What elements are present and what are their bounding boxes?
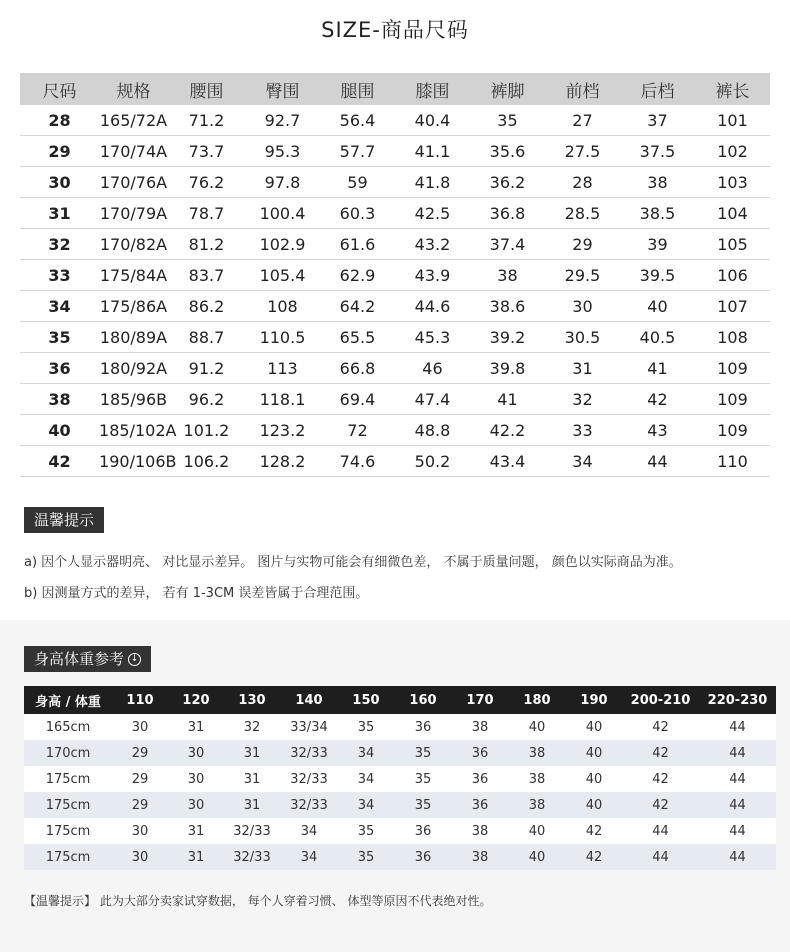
body-col-header: 180 [508, 686, 566, 714]
body-col-header: 130 [224, 686, 280, 714]
size-cell: 33 [545, 415, 620, 446]
size-cell: 88.7 [168, 322, 245, 353]
size-cell: 86.2 [168, 291, 245, 322]
body-cell: 44 [699, 740, 776, 766]
size-cell: 32 [20, 229, 99, 260]
body-cell: 44 [622, 818, 699, 844]
size-cell: 43.9 [395, 260, 470, 291]
tips-label: 温馨提示 [24, 507, 104, 533]
body-cell: 44 [699, 792, 776, 818]
body-cell: 44 [699, 818, 776, 844]
size-cell: 27 [545, 105, 620, 136]
size-col-header: 膝围 [395, 73, 470, 105]
size-col-header: 规格 [99, 73, 168, 105]
size-cell: 43 [620, 415, 695, 446]
body-cell: 30 [112, 844, 168, 870]
size-cell: 36 [20, 353, 99, 384]
size-col-header: 腰围 [168, 73, 245, 105]
body-ref-label: 身高体重参考 [34, 650, 125, 668]
size-cell: 37.5 [620, 136, 695, 167]
size-cell: 37 [620, 105, 695, 136]
size-cell: 42.5 [395, 198, 470, 229]
size-col-header: 臀围 [245, 73, 320, 105]
body-cell: 35 [394, 766, 452, 792]
body-cell: 44 [622, 844, 699, 870]
body-row [24, 740, 776, 766]
body-cell: 175cm [24, 844, 112, 870]
size-cell: 128.2 [245, 446, 320, 477]
size-cell: 44 [620, 446, 695, 477]
size-cell: 72 [320, 415, 395, 446]
size-cell: 109 [695, 415, 770, 446]
size-cell: 30 [545, 291, 620, 322]
size-cell: 123.2 [245, 415, 320, 446]
size-cell: 29 [20, 136, 99, 167]
body-cell: 29 [112, 740, 168, 766]
body-col-header: 120 [168, 686, 224, 714]
size-cell: 41.8 [395, 167, 470, 198]
size-cell: 64.2 [320, 291, 395, 322]
size-cell: 165/72A [99, 105, 168, 136]
body-row [24, 792, 776, 818]
footer-note: 【温馨提示】 此为大部分卖家试穿数据， 每个人穿着习惯、 体型等原因不代表绝对性。 [24, 894, 492, 908]
size-cell: 103 [695, 167, 770, 198]
size-row [20, 291, 770, 322]
size-cell: 40.4 [395, 105, 470, 136]
body-cell: 40 [508, 818, 566, 844]
body-cell: 35 [394, 740, 452, 766]
body-cell: 38 [452, 714, 508, 740]
size-cell: 48.8 [395, 415, 470, 446]
size-cell: 44.6 [395, 291, 470, 322]
body-cell: 29 [112, 792, 168, 818]
size-cell: 175/84A [99, 260, 168, 291]
body-ref-label-box [24, 646, 151, 672]
body-cell: 30 [168, 766, 224, 792]
size-cell: 170/82A [99, 229, 168, 260]
body-cell: 175cm [24, 792, 112, 818]
size-cell: 109 [695, 353, 770, 384]
size-cell: 45.3 [395, 322, 470, 353]
body-cell: 42 [622, 766, 699, 792]
body-col-header: 190 [566, 686, 622, 714]
size-cell: 41 [470, 384, 545, 415]
tip-a: a) 因个人显示器明亮、 对比显示差异。 图片与实物可能会有细微色差， 不属于质量问题， 颜色以实际商品为准。 [24, 555, 682, 570]
size-cell: 185/96B [99, 384, 168, 415]
body-row [24, 818, 776, 844]
size-col-header: 后档 [620, 73, 695, 105]
body-cell: 34 [338, 766, 394, 792]
body-cell: 40 [566, 766, 622, 792]
body-cell: 30 [112, 818, 168, 844]
size-row [20, 353, 770, 384]
size-cell: 62.9 [320, 260, 395, 291]
size-cell: 92.7 [245, 105, 320, 136]
size-cell: 38.6 [470, 291, 545, 322]
body-cell: 38 [508, 740, 566, 766]
size-cell: 185/102A [99, 415, 168, 446]
size-cell: 170/74A [99, 136, 168, 167]
size-cell: 34 [20, 291, 99, 322]
body-cell: 38 [452, 844, 508, 870]
size-cell: 118.1 [245, 384, 320, 415]
size-cell: 34 [545, 446, 620, 477]
body-cell: 44 [699, 766, 776, 792]
size-cell: 65.5 [320, 322, 395, 353]
body-col-header: 220-230 [699, 686, 776, 714]
size-cell: 102 [695, 136, 770, 167]
size-cell: 96.2 [168, 384, 245, 415]
size-cell: 27.5 [545, 136, 620, 167]
body-cell: 34 [280, 844, 338, 870]
body-col-header: 110 [112, 686, 168, 714]
page-title: SIZE-商品尺码 [321, 18, 469, 42]
body-ref-header [24, 686, 776, 714]
size-cell: 170/76A [99, 167, 168, 198]
body-cell: 40 [508, 714, 566, 740]
size-cell: 39.8 [470, 353, 545, 384]
size-row [20, 198, 770, 229]
body-cell: 31 [224, 740, 280, 766]
size-col-header: 裤长 [695, 73, 770, 105]
size-row [20, 260, 770, 291]
body-cell: 31 [168, 818, 224, 844]
body-row [24, 844, 776, 870]
body-ref-table [24, 686, 776, 870]
size-cell: 35 [470, 105, 545, 136]
size-cell: 38 [470, 260, 545, 291]
body-cell: 35 [338, 818, 394, 844]
body-cell: 36 [452, 792, 508, 818]
body-cell: 42 [622, 714, 699, 740]
body-cell: 170cm [24, 740, 112, 766]
body-row [24, 714, 776, 740]
size-cell: 108 [245, 291, 320, 322]
size-row [20, 229, 770, 260]
size-cell: 106 [695, 260, 770, 291]
size-row [20, 446, 770, 477]
size-cell: 32 [545, 384, 620, 415]
body-cell: 31 [168, 844, 224, 870]
body-cell: 30 [168, 740, 224, 766]
body-cell: 175cm [24, 766, 112, 792]
body-cell: 165cm [24, 714, 112, 740]
size-cell: 59 [320, 167, 395, 198]
size-table-header [20, 73, 770, 105]
body-cell: 42 [566, 818, 622, 844]
size-cell: 113 [245, 353, 320, 384]
size-cell: 41.1 [395, 136, 470, 167]
body-col-header: 140 [280, 686, 338, 714]
size-cell: 83.7 [168, 260, 245, 291]
body-cell: 32 [224, 714, 280, 740]
body-cell: 35 [394, 792, 452, 818]
size-cell: 78.7 [168, 198, 245, 229]
body-cell: 36 [452, 766, 508, 792]
size-cell: 110.5 [245, 322, 320, 353]
size-cell: 61.6 [320, 229, 395, 260]
body-cell: 30 [168, 792, 224, 818]
body-cell: 38 [452, 818, 508, 844]
size-row [20, 384, 770, 415]
size-cell: 180/92A [99, 353, 168, 384]
size-cell: 74.6 [320, 446, 395, 477]
body-cell: 35 [338, 844, 394, 870]
size-cell: 28 [545, 167, 620, 198]
body-cell: 40 [566, 792, 622, 818]
size-cell: 108 [695, 322, 770, 353]
size-cell: 29.5 [545, 260, 620, 291]
size-cell: 110 [695, 446, 770, 477]
size-col-header: 前档 [545, 73, 620, 105]
size-cell: 35.6 [470, 136, 545, 167]
body-cell: 36 [394, 714, 452, 740]
size-cell: 101.2 [168, 415, 245, 446]
size-cell: 35 [20, 322, 99, 353]
size-cell: 190/106B [99, 446, 168, 477]
size-cell: 105 [695, 229, 770, 260]
size-cell: 28 [20, 105, 99, 136]
size-cell: 30 [20, 167, 99, 198]
body-cell: 40 [508, 844, 566, 870]
body-col-header: 170 [452, 686, 508, 714]
size-row [20, 167, 770, 198]
body-cell: 34 [280, 818, 338, 844]
size-cell: 36.2 [470, 167, 545, 198]
size-cell: 46 [395, 353, 470, 384]
body-reference-section [0, 620, 790, 952]
size-cell: 97.8 [245, 167, 320, 198]
size-cell: 30.5 [545, 322, 620, 353]
body-cell: 32/33 [224, 844, 280, 870]
circle-arrow-down-icon: ↓ [128, 653, 141, 666]
size-cell: 40 [620, 291, 695, 322]
size-cell: 95.3 [245, 136, 320, 167]
size-cell: 101 [695, 105, 770, 136]
size-cell: 40 [20, 415, 99, 446]
size-cell: 71.2 [168, 105, 245, 136]
size-cell: 105.4 [245, 260, 320, 291]
size-row [20, 105, 770, 136]
size-cell: 102.9 [245, 229, 320, 260]
size-cell: 50.2 [395, 446, 470, 477]
size-col-header: 尺码 [20, 73, 99, 105]
body-cell: 175cm [24, 818, 112, 844]
body-cell: 44 [699, 844, 776, 870]
size-cell: 42 [620, 384, 695, 415]
size-cell: 69.4 [320, 384, 395, 415]
body-cell: 42 [622, 740, 699, 766]
body-cell: 40 [566, 714, 622, 740]
size-cell: 31 [20, 198, 99, 229]
size-cell: 39 [620, 229, 695, 260]
body-cell: 31 [224, 792, 280, 818]
size-table [20, 73, 770, 477]
size-cell: 180/89A [99, 322, 168, 353]
body-row [24, 766, 776, 792]
size-cell: 37.4 [470, 229, 545, 260]
size-cell: 175/86A [99, 291, 168, 322]
size-cell: 43.4 [470, 446, 545, 477]
body-col-header: 200-210 [622, 686, 699, 714]
size-cell: 57.7 [320, 136, 395, 167]
body-cell: 42 [622, 792, 699, 818]
size-cell: 109 [695, 384, 770, 415]
body-cell: 42 [566, 844, 622, 870]
size-cell: 28.5 [545, 198, 620, 229]
size-cell: 43.2 [395, 229, 470, 260]
size-col-header: 裤脚 [470, 73, 545, 105]
body-cell: 38 [508, 766, 566, 792]
size-cell: 29 [545, 229, 620, 260]
size-cell: 73.7 [168, 136, 245, 167]
size-row [20, 415, 770, 446]
size-cell: 170/79A [99, 198, 168, 229]
size-row [20, 322, 770, 353]
size-cell: 56.4 [320, 105, 395, 136]
body-cell: 36 [394, 818, 452, 844]
body-cell: 34 [338, 740, 394, 766]
body-col-header: 150 [338, 686, 394, 714]
size-cell: 104 [695, 198, 770, 229]
size-cell: 91.2 [168, 353, 245, 384]
size-cell: 66.8 [320, 353, 395, 384]
size-col-header: 腿围 [320, 73, 395, 105]
body-cell: 29 [112, 766, 168, 792]
size-cell: 39.5 [620, 260, 695, 291]
size-cell: 38.5 [620, 198, 695, 229]
size-cell: 36.8 [470, 198, 545, 229]
body-cell: 33/34 [280, 714, 338, 740]
body-cell: 34 [338, 792, 394, 818]
size-cell: 31 [545, 353, 620, 384]
size-cell: 38 [620, 167, 695, 198]
body-cell: 31 [168, 714, 224, 740]
body-cell: 32/33 [280, 740, 338, 766]
size-cell: 42.2 [470, 415, 545, 446]
size-cell: 81.2 [168, 229, 245, 260]
size-row [20, 136, 770, 167]
body-cell: 44 [699, 714, 776, 740]
body-cell: 32/33 [280, 792, 338, 818]
body-cell: 36 [394, 844, 452, 870]
size-cell: 60.3 [320, 198, 395, 229]
tip-b: b) 因测量方式的差异， 若有 1-3CM 误差皆属于合理范围。 [24, 586, 369, 601]
body-cell: 35 [338, 714, 394, 740]
size-cell: 38 [20, 384, 99, 415]
body-col-header: 160 [394, 686, 452, 714]
size-cell: 39.2 [470, 322, 545, 353]
body-cell: 38 [508, 792, 566, 818]
body-cell: 30 [112, 714, 168, 740]
body-cell: 40 [566, 740, 622, 766]
size-cell: 76.2 [168, 167, 245, 198]
body-cell: 32/33 [224, 818, 280, 844]
size-cell: 47.4 [395, 384, 470, 415]
size-cell: 100.4 [245, 198, 320, 229]
size-cell: 42 [20, 446, 99, 477]
size-cell: 41 [620, 353, 695, 384]
size-cell: 107 [695, 291, 770, 322]
size-cell: 40.5 [620, 322, 695, 353]
body-cell: 31 [224, 766, 280, 792]
size-cell: 33 [20, 260, 99, 291]
body-cell: 36 [452, 740, 508, 766]
body-cell: 32/33 [280, 766, 338, 792]
body-col-header: 身高 / 体重 [24, 686, 112, 714]
size-cell: 106.2 [168, 446, 245, 477]
